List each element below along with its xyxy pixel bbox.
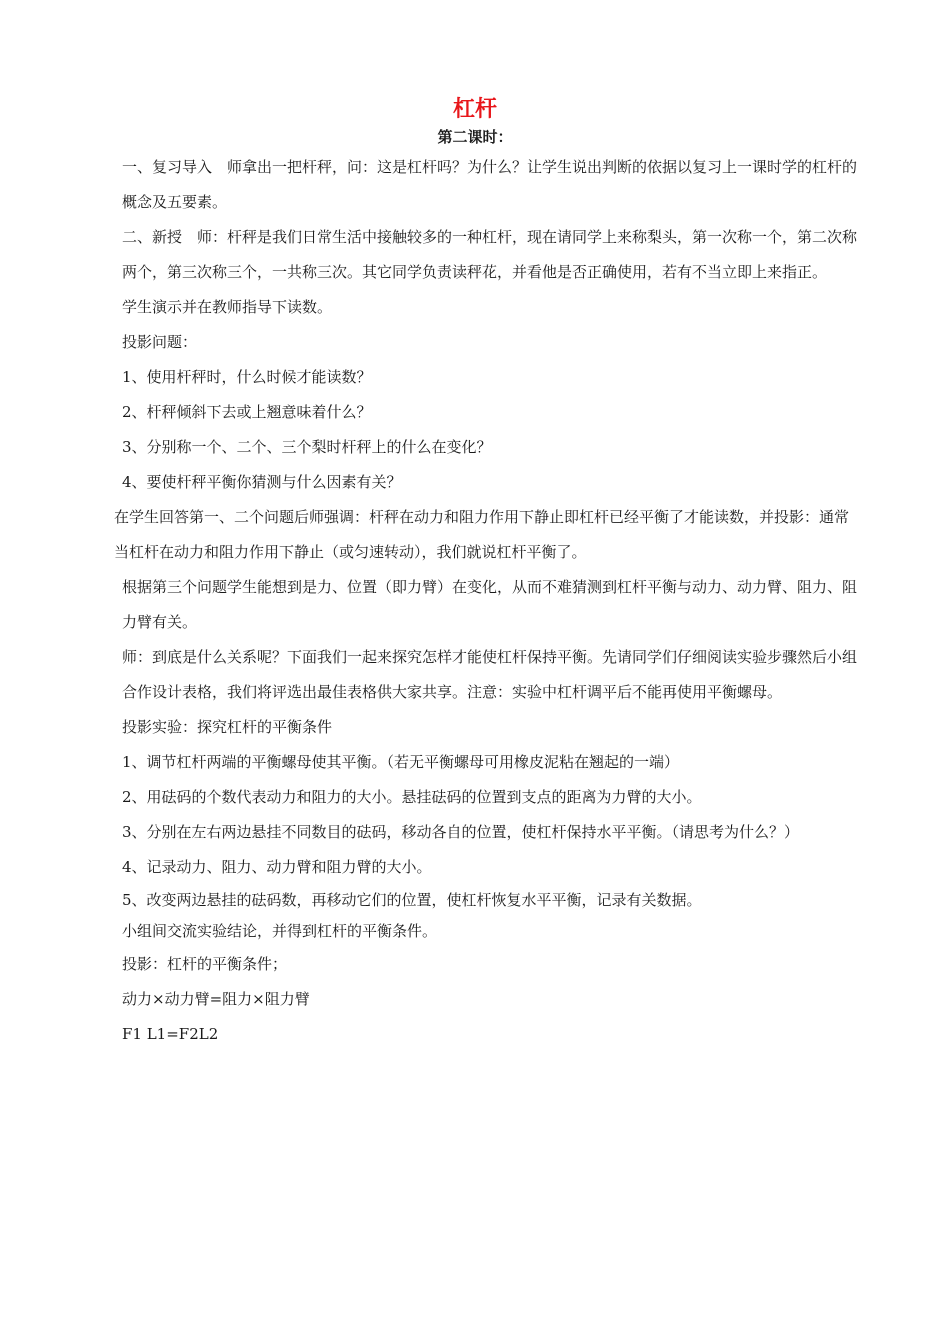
document-title: 杠杆 — [452, 97, 497, 122]
question-1: 1、使用杆秤时，什么时候才能读数？ — [122, 368, 372, 386]
paragraph-projection-questions: 投影问题： — [122, 333, 198, 351]
formula-symbols: F1 L1=F2L2 — [122, 1025, 219, 1043]
step-5: 5、改变两边悬挂的砝码数，再移动它们的位置，使杠杆恢复水平平衡，记录有关数据。 — [122, 891, 702, 909]
formula-words: 动力×动力臂=阻力×阻力臂 — [122, 990, 310, 1008]
paragraph-student-demo: 学生演示并在教师指导下读数。 — [122, 298, 333, 316]
paragraph-experiment-intro: 师：到底是什么关系呢？下面我们一起来探究怎样才能使杠杆保持平衡。先请同学们仔细阅读实验步骤然后小组合作设计表格，我们将评选出最佳表格供大家共享。注意：实验中杠杆调平后不能再使用平衡螺母。 — [122, 648, 858, 701]
paragraph-balance-condition: 投影：杠杆的平衡条件； — [122, 955, 288, 973]
step-4: 4、记录动力、阻力、动力臂和阻力臂的大小。 — [122, 858, 432, 876]
paragraph-teacher-emphasis: 在学生回答第一、二个问题后师强调：杆秤在动力和阻力作用下静止即杠杆已经平衡了才能读数，并投影：通常当杠杆在动力和阻力作用下静止（或匀速转动），我们就说杠杆平衡了。 — [114, 508, 850, 561]
step-1: 1、调节杠杆两端的平衡螺母使其平衡。（若无平衡螺母可用橡皮泥粘在翘起的一端） — [122, 753, 680, 771]
question-3: 3、分别称一个、二个、三个梨时杆秤上的什么在变化？ — [122, 438, 492, 456]
paragraph-new-lesson: 二、新授 师：杆秤是我们日常生活中接触较多的一种杠杆，现在请同学上来称梨头，第一次称一个，第二次称两个，第三次称三个，一共称三次。其它同学负责读秤花，并看他是否正确使用，若有不当立即上来指正。 — [122, 228, 858, 281]
paragraph-group-exchange: 小组间交流实验结论，并得到杠杆的平衡条件。 — [122, 922, 438, 940]
question-4: 4、要使杆秤平衡你猜测与什么因素有关？ — [122, 473, 402, 491]
paragraph-third-question: 根据第三个问题学生能想到是力、位置（即力臂）在变化，从而不难猜测到杠杆平衡与动力、动力臂、阻力、阻力臂有关。 — [122, 578, 858, 631]
document-body — [92, 150, 858, 1052]
step-3: 3、分别在左右两边悬挂不同数目的砝码，移动各自的位置，使杠杆保持水平平衡。（请思考为什么？） — [122, 823, 800, 841]
paragraph-projection-experiment: 投影实验：探究杠杆的平衡条件 — [122, 718, 333, 736]
step-2: 2、用砝码的个数代表动力和阻力的大小。悬挂砝码的位置到支点的距离为力臂的大小。 — [122, 788, 702, 806]
question-2: 2、杆秤倾斜下去或上翘意味着什么？ — [122, 403, 372, 421]
paragraph-review-intro: 一、复习导入 师拿出一把杆秤，问：这是杠杆吗？为什么？让学生说出判断的依据以复习上一课时学的杠杆的概念及五要素。 — [122, 158, 858, 211]
document-subtitle: 第二课时： — [437, 128, 513, 146]
